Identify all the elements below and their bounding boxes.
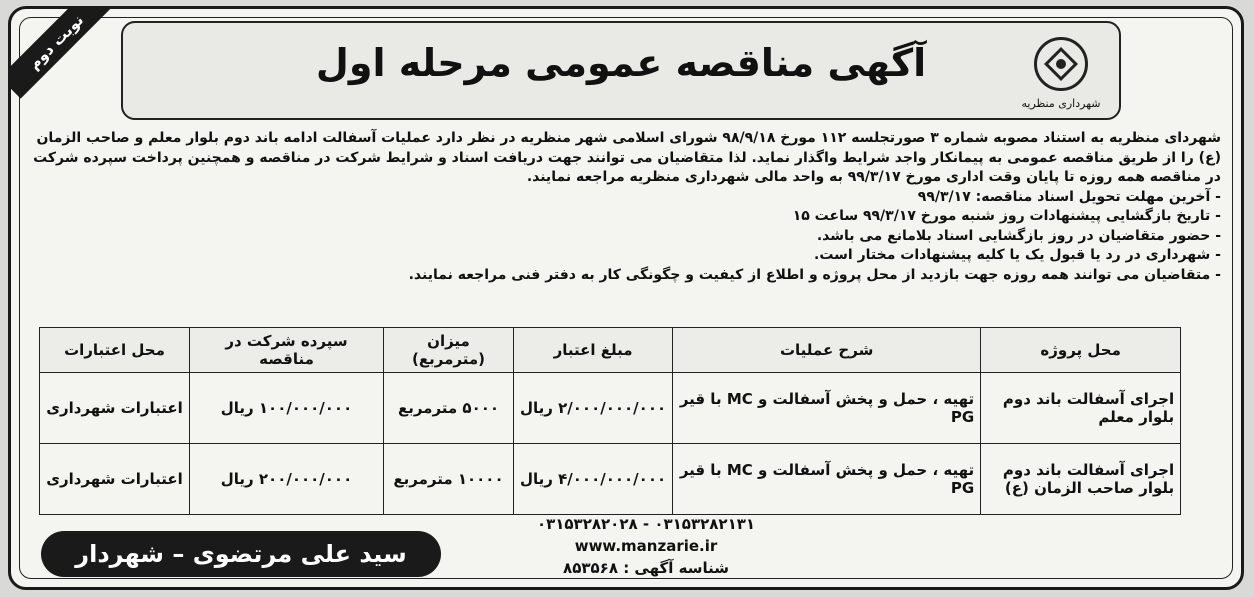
header-box [121,21,1121,120]
website-link[interactable]: www.manzarie.ir [574,537,718,555]
col-area: میزان (مترمربع) [384,328,514,373]
bullet-item: - شهرداری در رد یا قبول یک یا کلیه پیشنهادات مختار است. [814,247,1221,263]
bullet-item: - متقاضیان می توانند همه روزه جهت بازدید از محل پروژه و اطلاع از کیفیت و چگونگی کار به دفتر فنی مراجعه نمایند. [408,266,1221,283]
phone-numbers: ۰۳۱۵۳۲۸۲۱۳۱ - ۰۳۱۵۳۲۸۲۰۲۸ [536,515,756,533]
cell-credit-amount: ۴/۰۰۰/۰۰۰/۰۰۰ ریال [514,444,673,515]
cell-funding-source: اعتبارات شهرداری [40,444,190,515]
emblem-icon [1034,37,1088,91]
notice-title: آگهی مناقصه عمومی مرحله اول [315,41,927,85]
table-row [40,373,1181,444]
tender-notice [8,6,1244,590]
notice-paragraph: شهردای منظریه به استناد مصوبه شماره ۳ صورتجلسه ۱۱۲ مورخ ۹۸/۹/۱۸ شورای اسلامی شهر منظریه در نظر دارد عملیات آسفالت ادامه باند دوم بلوار معلم و صاحب الزمان (ع) را از طریق مناقصه عمومی به پیمانکار واجد شرایط واگذار نماید. لذا متقاضیان می توانند جهت دریافت اسناد و شرایط شرکت در مناقصه و همچنین پرداخت سپرده شرکت در مناقصه همه روزه تا پایان وقت اداری مورخ ۹۹/۳/۱۷ به واحد مالی شهرداری منظریه مراجعه نمایند. [33,130,1221,185]
col-project-location: محل پروژه [981,328,1181,373]
projects-table [39,327,1181,515]
cell-operations: تهیه ، حمل و پخش آسفالت و MC با قیر PG [673,373,981,444]
ad-identifier: شناسه آگهی : ۸۵۳۵۶۸ [563,559,729,577]
cell-area: ۱۰۰۰۰ مترمربع [384,444,514,515]
table-row [40,444,1181,515]
col-funding-source: محل اعتبارات [40,328,190,373]
cell-project-location: اجرای آسفالت باند دوم بلوار صاحب الزمان (ع) [981,444,1181,515]
cell-credit-amount: ۲/۰۰۰/۰۰۰/۰۰۰ ریال [514,373,673,444]
logo-caption: شهرداری منظریه [1021,97,1101,110]
notice-body [31,129,1221,285]
municipality-logo [1021,37,1101,110]
col-credit-amount: مبلغ اعتبار [514,328,673,373]
contact-info [481,513,811,579]
cell-deposit: ۱۰۰/۰۰۰/۰۰۰ ریال [190,373,384,444]
bullet-item: - آخرین مهلت تحویل اسناد مناقصه: ۹۹/۳/۱۷ [917,188,1221,205]
table-header-row [40,328,1181,373]
cell-project-location: اجرای آسفالت باند دوم بلوار معلم [981,373,1181,444]
cell-operations: تهیه ، حمل و پخش آسفالت و MC با قیر PG [673,444,981,515]
bullet-item: - حضور متقاضیان در روز بازگشایی اسناد بلامانع می باشد. [816,227,1221,244]
cell-funding-source: اعتبارات شهرداری [40,373,190,444]
mayor-signature-bar: سید علی مرتضوی – شهردار [41,531,441,577]
cell-deposit: ۲۰۰/۰۰۰/۰۰۰ ریال [190,444,384,515]
bullet-item: - تاریخ بازگشایی پیشنهادات روز شنبه مورخ ۹۹/۳/۱۷ ساعت ۱۵ [792,208,1221,224]
cell-area: ۵۰۰۰ مترمربع [384,373,514,444]
round-badge: نوبت دوم [8,6,113,99]
col-operations: شرح عملیات [673,328,981,373]
col-deposit: سپرده شرکت در مناقصه [190,328,384,373]
